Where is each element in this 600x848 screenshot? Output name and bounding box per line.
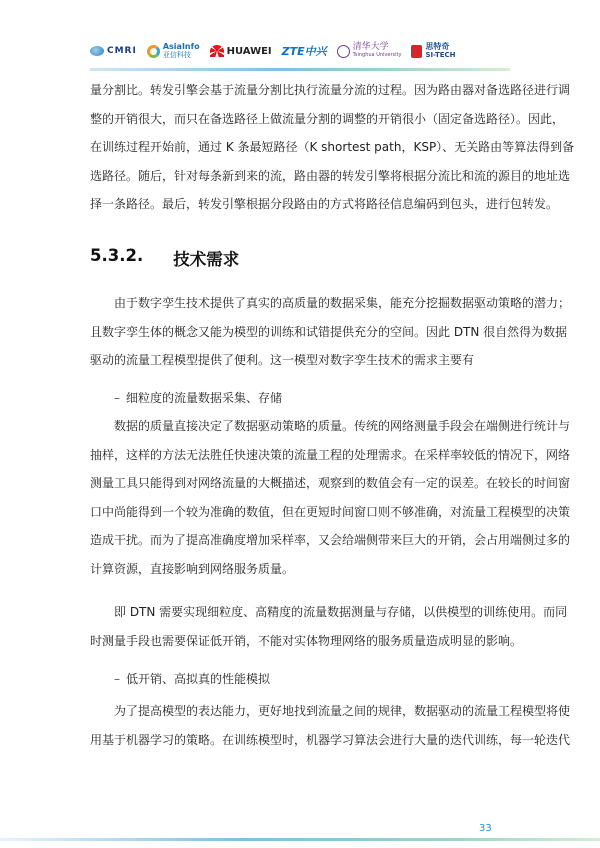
paragraph-line: 时测量手段也需要保证低开销，不能对实体物理网络的服务质量造成明显的影响。 — [90, 633, 523, 648]
paragraph-line: 驱动的流量工程模型提供了便利。这一模型对数字孪生技术的需求主要有 — [90, 353, 475, 368]
paragraph-line: 造成干扰。而为了提高准确度增加采样率，又会给端侧带来巨大的开销，会占用端侧过多的 — [90, 533, 571, 548]
paragraph-line: 测量工具只能得到对网络流量的大概描述，观察到的数值会有一定的误差。在较长的时间窗 — [90, 476, 571, 491]
section-title: 技术需求 — [173, 250, 240, 269]
cmri-globe-icon — [90, 46, 104, 56]
paragraph-line: 口中尚能得到一个较为准确的数值，但在更短时间窗口则不够准确，对流量工程模型的决策 — [90, 504, 571, 519]
tsinghua-logo — [337, 43, 402, 59]
section-heading — [90, 246, 239, 270]
partner-logo-bar — [90, 38, 510, 64]
huawei-logo-text: HUAWEI — [226, 45, 272, 57]
huawei-petal-icon — [210, 45, 224, 57]
zte-logo-text: ZTE中兴 — [281, 45, 327, 58]
section-number: 5.3.2. — [90, 246, 144, 265]
paragraph-line: 计算资源，直接影响到网络服务质量。 — [90, 561, 295, 576]
requirements-paragraph — [90, 289, 571, 375]
model-paragraph — [90, 697, 571, 754]
dtn-requirement-paragraph — [90, 598, 568, 655]
footer-divider — [0, 838, 600, 841]
asiainfo-swirl-icon — [147, 45, 160, 58]
paragraph-line: 整的开销很大，而只在备选路径上做流量分割的调整的开销很小（固定备选路径）。因此， — [90, 111, 565, 126]
bullet-item-low-overhead-simulation — [90, 665, 520, 694]
tsinghua-emblem-icon — [337, 45, 350, 58]
bullet-dash: – — [114, 672, 120, 686]
bullet-text: 低开销、高拟真的性能模拟 — [126, 672, 271, 686]
asiainfo-logo-text-cn: 亚信科技 — [162, 51, 191, 59]
bullet-item-fine-grained-collection — [90, 384, 520, 413]
paragraph-line: 量分割比。转发引擎会基于流量分割比执行流量分流的过程。因为路由器对备选路径进行调 — [90, 83, 571, 97]
tsinghua-logo-text-en: Tsinghua University — [352, 52, 402, 58]
sitech-logo-text-en: SI-TECH — [425, 51, 456, 59]
paragraph-line: 选路径。随后，针对每条新到来的流，路由器的转发引擎将根据分流比和流的源目的地址选 — [90, 168, 571, 183]
paragraph-line: 即 DTN 需要实现细粒度、高精度的流量数据测量与存储，以供模型的训练使用。而同 — [114, 605, 568, 619]
tsinghua-logo-text-cn: 清华大学 — [352, 42, 389, 52]
paragraph-line: 由于数字孪生技术提供了真实的高质量的数据采集，能充分挖掘数据驱动策略的潜力； — [114, 296, 571, 310]
paragraph-line: 用基于机器学习的策略。在训练模型时，机器学习算法会进行大量的迭代训练，每一轮迭代 — [90, 732, 571, 747]
sitech-logo — [411, 43, 455, 59]
cmri-logo — [90, 46, 137, 56]
asiainfo-logo-text-en: AsiaInfo — [162, 42, 200, 51]
sitech-mark-icon — [411, 45, 422, 58]
data-quality-paragraph — [90, 412, 571, 584]
paragraph-line: 择一条路径。最后，转发引擎根据分段路由的方式将路径信息编码到包头，进行包转发。 — [90, 197, 559, 212]
cmri-logo-text: CMRI — [107, 46, 137, 56]
intro-paragraph — [90, 76, 575, 219]
bullet-text: 细粒度的流量数据采集、存储 — [126, 391, 283, 405]
zte-logo — [282, 43, 327, 59]
paragraph-line: 抽样，这样的方法无法胜任快速决策的流量工程的处理需求。在采样率较低的情况下，网络 — [90, 447, 571, 462]
huawei-logo — [210, 45, 272, 57]
paragraph-line: 为了提高模型的表达能力，更好地找到流量之间的规律，数据驱动的流量工程模型将使 — [114, 704, 571, 718]
paragraph-line: 在训练过程开始前，通过 K 条最短路径（K shortest path，KSP）、无关路由等算法得到备 — [90, 140, 575, 155]
paragraph-line: 且数字孪生体的概念又能为模型的训练和试错提供充分的空间。因此 DTN 很自然得为数据 — [90, 324, 568, 339]
asiainfo-logo — [147, 43, 200, 59]
paragraph-line: 数据的质量直接决定了数据驱动策略的质量。传统的网络测量手段会在端侧进行统计与 — [114, 419, 571, 433]
sitech-logo-text-cn: 思特奇 — [425, 42, 450, 51]
page-number: 33 — [479, 823, 492, 834]
header-divider — [90, 68, 510, 71]
bullet-dash: – — [114, 391, 120, 405]
